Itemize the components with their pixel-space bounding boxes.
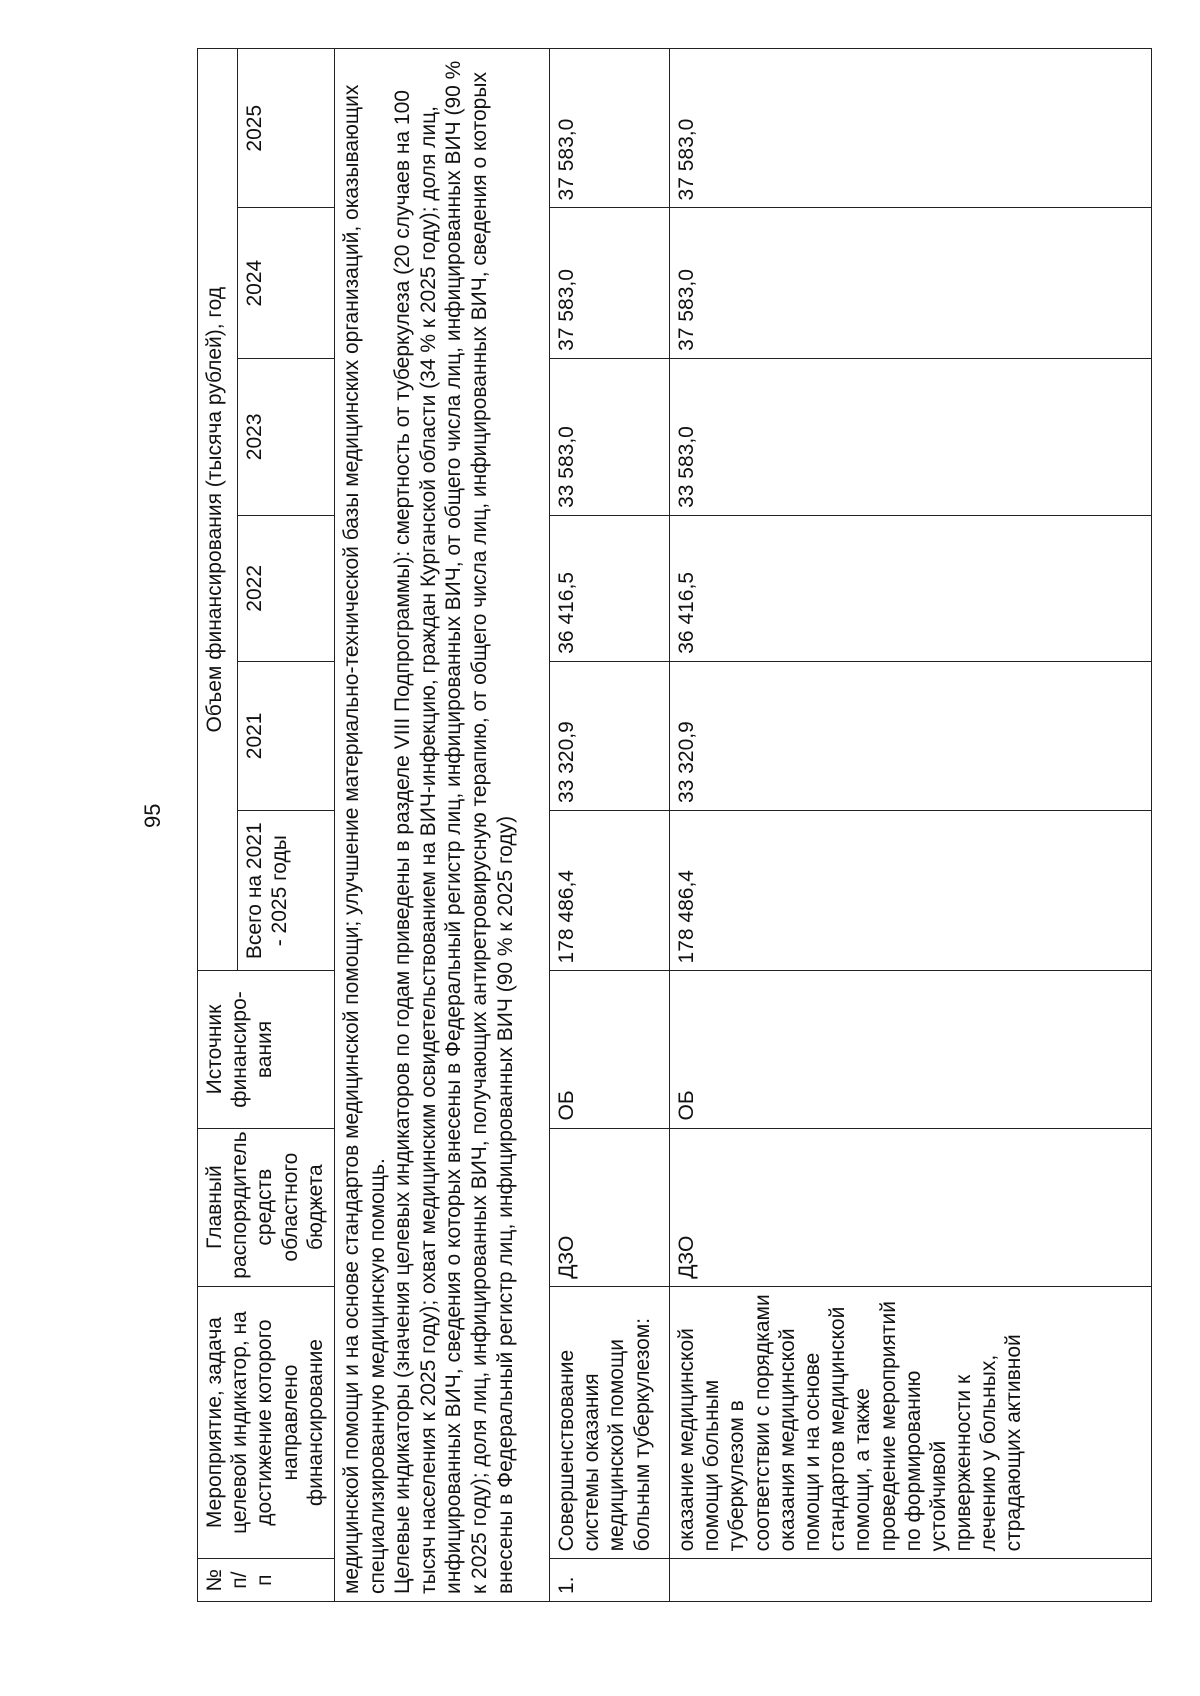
row-2025: 37 583,0 bbox=[670, 49, 1152, 208]
row-administrator: ДЗО bbox=[670, 1128, 1152, 1286]
rotated-table-sheet bbox=[197, 48, 1152, 1602]
row-total: 178 486,4 bbox=[670, 810, 1152, 970]
header-year-2022: 2022 bbox=[238, 515, 335, 661]
row-2022: 36 416,5 bbox=[550, 515, 670, 661]
header-year-2021: 2021 bbox=[238, 661, 335, 810]
row-2022: 36 416,5 bbox=[670, 515, 1152, 661]
funding-table bbox=[197, 48, 1152, 1602]
row-event: Совершенствование системы оказания медицинской помощи больным туберкулезом: bbox=[550, 1286, 670, 1559]
row-source: ОБ bbox=[670, 971, 1152, 1128]
table-row bbox=[670, 49, 1152, 1602]
row-administrator: ДЗО bbox=[550, 1128, 670, 1286]
header-source: Источник финансиро-вания bbox=[198, 971, 335, 1128]
header-total: Всего на 2021 - 2025 годы bbox=[238, 810, 335, 970]
row-2024: 37 583,0 bbox=[550, 208, 670, 358]
info-paragraph: медицинской помощи и на основе стандартов медицинской помощи; улучшение материально-технической базы медицинских организаций, оказывающих специализированную медицинскую помощь. bbox=[340, 84, 389, 1594]
row-2025: 37 583,0 bbox=[550, 49, 670, 208]
row-2023: 33 583,0 bbox=[670, 358, 1152, 515]
header-administrator: Главный распорядитель средств областного бюджета bbox=[198, 1128, 335, 1286]
info-paragraph: Целевые индикаторы (значения целевых индикаторов по годам приведены в разделе VIII Подпрограммы): смертность от туберкулеза (20 случаев на 100 тысяч населения к 2025 году); охват медицинским освидетельствованием на ВИЧ-инфекцию, граждан Курганской области (34 % к 2025 году); доля лиц, инфицированных ВИЧ, сведения о которых внесены в Федеральный регистр лиц, инфицированных ВИЧ, от общего числа лиц, инфицированных ВИЧ (90 % к 2025 году); доля лиц, инфицированных ВИЧ, получающих антиретровирусную терапию, от общего числа лиц, инфицированных ВИЧ, сведения о которых внесены в Федеральный регистр лиц, инфицированных ВИЧ (90 % к 2025 году) bbox=[391, 60, 517, 1594]
row-total: 178 486,4 bbox=[550, 810, 670, 970]
page-number: 95 bbox=[140, 803, 165, 828]
row-2024: 37 583,0 bbox=[670, 208, 1152, 358]
row-num: 1. bbox=[550, 1559, 670, 1602]
header-event: Мероприятие, задача целевой индикатор, на достижение которого направлено финансирование bbox=[198, 1286, 335, 1559]
row-event: оказание медицинской помощи больным туберкулезом в соответствии с порядками оказания медицинской помощи и на основе стандартов медицинской помощи, а также проведение мероприятий по формированию устойчивой приверженности к лечению у больных, страдающих активной bbox=[670, 1286, 1152, 1559]
header-num: № п/п bbox=[198, 1559, 335, 1602]
row-source: ОБ bbox=[550, 971, 670, 1128]
header-year-2025: 2025 bbox=[238, 49, 335, 208]
header-year-2023: 2023 bbox=[238, 358, 335, 515]
row-num bbox=[670, 1559, 1152, 1602]
header-year-2024: 2024 bbox=[238, 208, 335, 358]
indicators-cell bbox=[335, 49, 550, 1602]
row-2021: 33 320,9 bbox=[550, 661, 670, 810]
header-funding-group: Объем финансирования (тысяча рублей), год bbox=[198, 49, 238, 971]
row-2023: 33 583,0 bbox=[550, 358, 670, 515]
row-2021: 33 320,9 bbox=[670, 661, 1152, 810]
table-row bbox=[550, 49, 670, 1602]
